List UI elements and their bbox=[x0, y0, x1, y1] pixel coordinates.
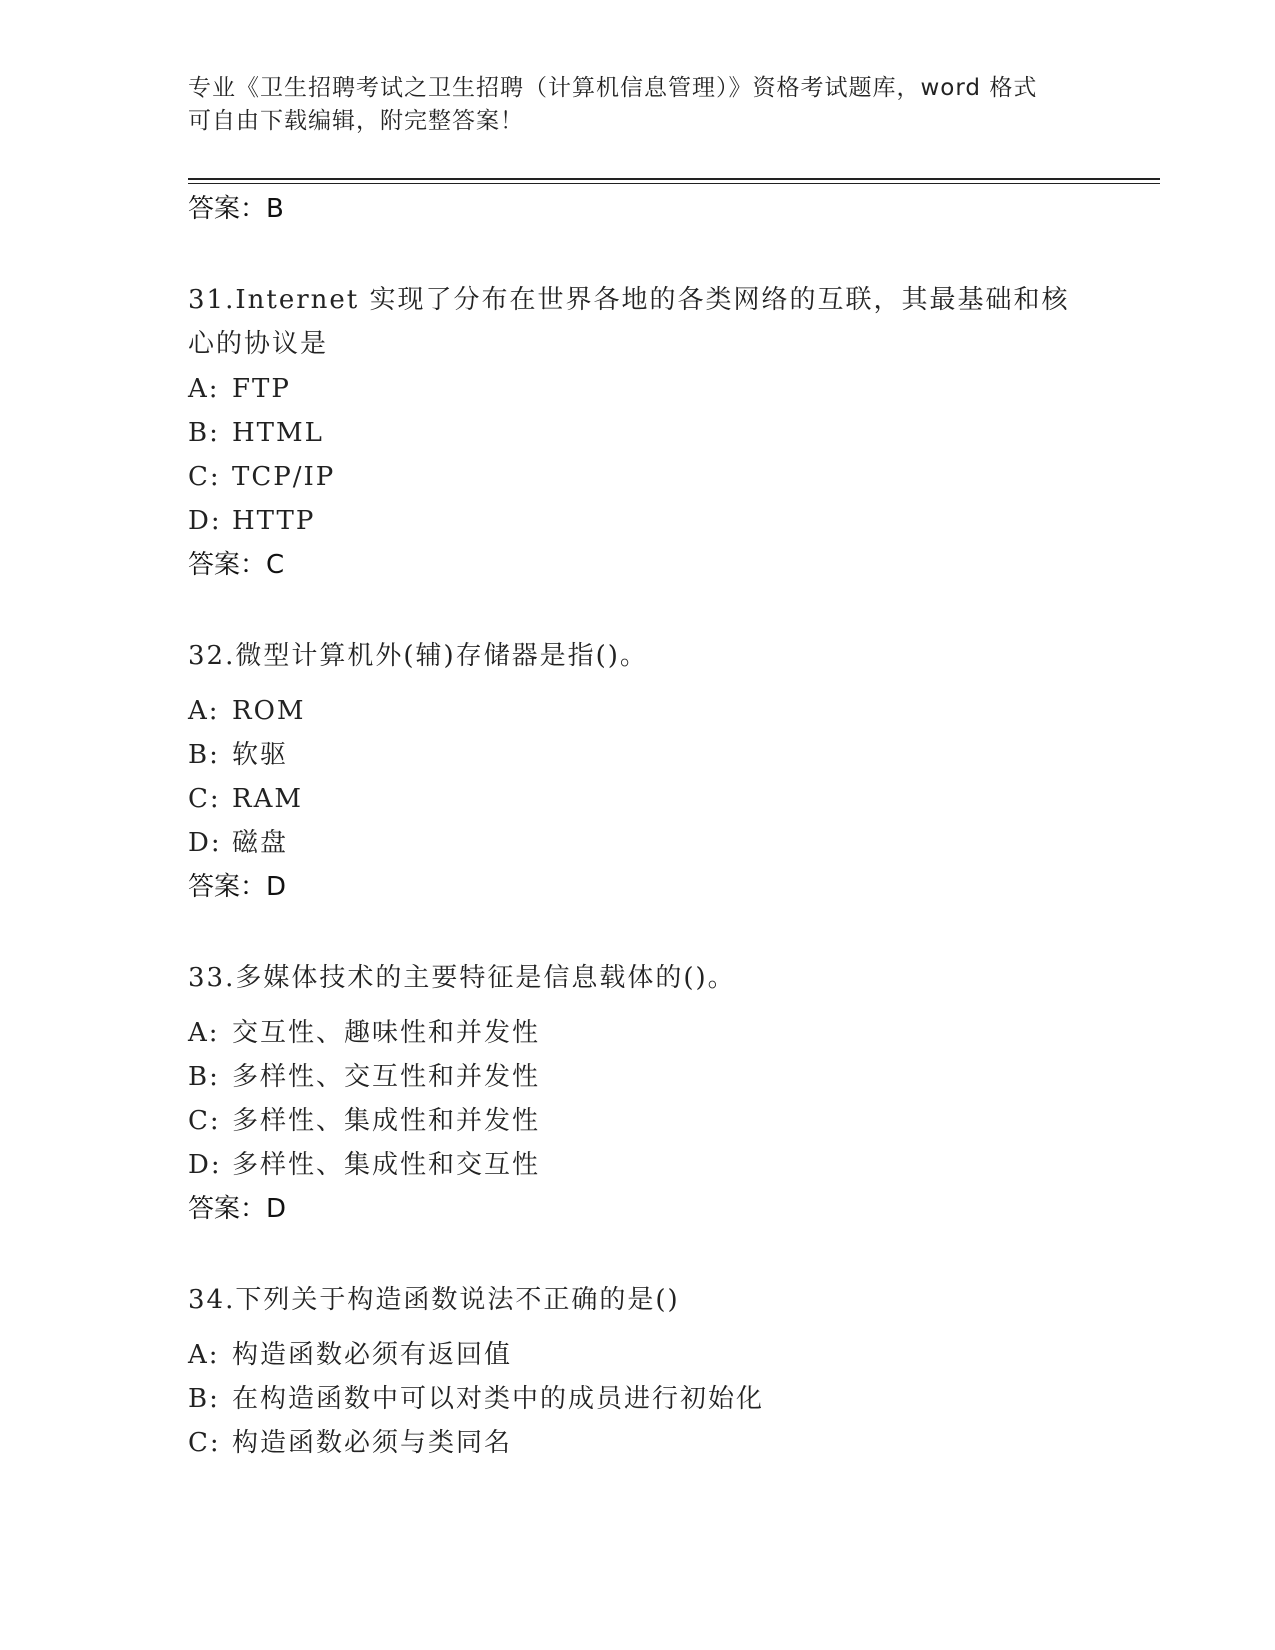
header-divider-thin bbox=[188, 183, 1160, 184]
option-key: A: bbox=[188, 374, 220, 404]
answer-value: C bbox=[266, 550, 285, 580]
question-31-answer bbox=[188, 548, 284, 582]
option-text: 软驱 bbox=[232, 740, 289, 770]
option-key: A: bbox=[188, 1340, 220, 1370]
question-33-option-c bbox=[188, 1104, 540, 1138]
question-33-option-b bbox=[188, 1060, 540, 1094]
option-key: C: bbox=[188, 784, 221, 814]
option-key: B: bbox=[188, 1062, 220, 1092]
option-text: ROM bbox=[232, 696, 306, 726]
option-key: C: bbox=[188, 1428, 221, 1458]
question-33-option-a bbox=[188, 1016, 540, 1050]
option-text: HTTP bbox=[232, 506, 316, 536]
option-text: 构造函数必须与类同名 bbox=[232, 1428, 513, 1458]
option-text: FTP bbox=[232, 374, 291, 404]
option-text: 交互性、趣味性和并发性 bbox=[232, 1018, 541, 1048]
option-text: RAM bbox=[232, 784, 303, 814]
question-31-stem-line-2: 心的协议是 bbox=[188, 329, 329, 359]
option-key: A: bbox=[188, 696, 220, 726]
question-32-stem: 32.微型计算机外(辅)存储器是指()。 bbox=[188, 641, 648, 671]
question-32-option-a bbox=[188, 694, 306, 728]
option-text: 多样性、集成性和交互性 bbox=[232, 1150, 541, 1180]
answer-label: 答案： bbox=[188, 1194, 267, 1224]
question-32-option-b bbox=[188, 738, 288, 772]
question-31-option-b bbox=[188, 416, 324, 450]
answer-line bbox=[188, 192, 284, 226]
question-32-answer bbox=[188, 870, 286, 904]
option-key: A: bbox=[188, 1018, 220, 1048]
answer-label: 答案： bbox=[188, 872, 267, 902]
question-34-option-b bbox=[188, 1382, 764, 1416]
question-31-option-d bbox=[188, 504, 315, 538]
question-34-stem: 34.下列关于构造函数说法不正确的是() bbox=[188, 1285, 680, 1315]
answer-value: D bbox=[266, 1194, 287, 1224]
option-key: B: bbox=[188, 418, 220, 448]
header-divider-thick bbox=[188, 178, 1160, 180]
option-key: D: bbox=[188, 1150, 222, 1180]
document-header bbox=[188, 72, 1088, 138]
header-line-2: 可自由下载编辑，附完整答案！ bbox=[188, 108, 524, 134]
question-34-option-a bbox=[188, 1338, 512, 1372]
option-text: 多样性、交互性和并发性 bbox=[232, 1062, 541, 1092]
question-34-option-c bbox=[188, 1426, 512, 1460]
question-31-option-c bbox=[188, 460, 335, 494]
option-key: D: bbox=[188, 506, 222, 536]
answer-label: 答案： bbox=[188, 194, 267, 224]
question-33-option-d bbox=[188, 1148, 540, 1182]
question-31-option-a bbox=[188, 372, 291, 406]
option-key: C: bbox=[188, 462, 221, 492]
option-key: C: bbox=[188, 1106, 221, 1136]
answer-label: 答案： bbox=[188, 550, 267, 580]
option-text: TCP/IP bbox=[232, 462, 336, 492]
question-33-stem: 33.多媒体技术的主要特征是信息载体的()。 bbox=[188, 963, 736, 993]
option-key: B: bbox=[188, 740, 220, 770]
option-text: 磁盘 bbox=[232, 828, 289, 858]
header-line-1: 专业《卫生招聘考试之卫生招聘（计算机信息管理）》资格考试题库，word 格式 bbox=[188, 75, 1038, 101]
answer-value: D bbox=[266, 872, 287, 902]
option-key: D: bbox=[188, 828, 222, 858]
question-32-option-d bbox=[188, 826, 288, 860]
option-key: B: bbox=[188, 1384, 220, 1414]
question-31-stem-line-1: 31.Internet 实现了分布在世界各地的各类网络的互联，其最基础和核 bbox=[188, 285, 1070, 315]
answer-value: B bbox=[266, 194, 284, 224]
question-32-option-c bbox=[188, 782, 303, 816]
option-text: 构造函数必须有返回值 bbox=[232, 1340, 513, 1370]
option-text: 多样性、集成性和并发性 bbox=[232, 1106, 541, 1136]
question-33-answer bbox=[188, 1192, 286, 1226]
option-text: 在构造函数中可以对类中的成员进行初始化 bbox=[232, 1384, 765, 1414]
option-text: HTML bbox=[232, 418, 324, 448]
